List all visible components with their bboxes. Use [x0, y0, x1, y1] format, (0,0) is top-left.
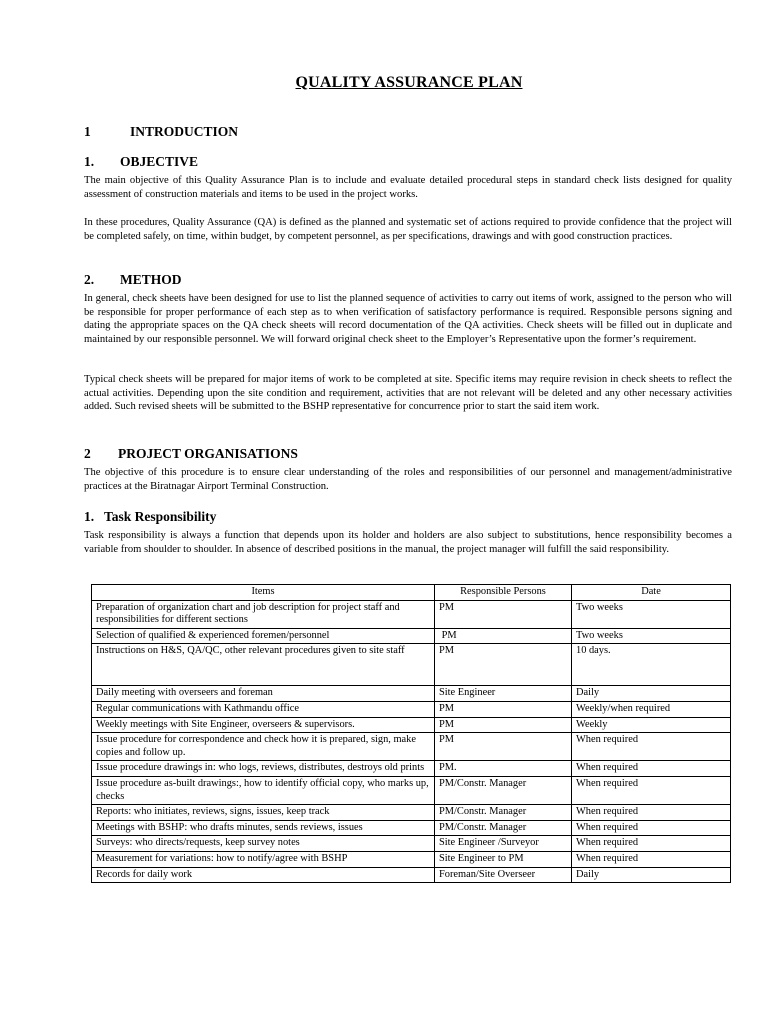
date-cell: Two weeks: [572, 628, 731, 644]
table-row: [92, 717, 731, 733]
table-row: [92, 644, 731, 686]
section-2-number: 2: [84, 446, 91, 461]
date-cell: When required: [572, 805, 731, 821]
item-cell: Issue procedure as-built drawings:, how to identify official copy, who marks up, checks: [92, 776, 435, 804]
item-cell: Daily meeting with overseers and foreman: [92, 686, 435, 702]
objective-paragraph-2: In these procedures, Quality Assurance (QA) is defined as the planned and systematic set of actions required to provide confidence that the project will be completed safely, on time, within budget, by competent personnel, as per specifications, drawings and with good construction practices.: [84, 217, 732, 242]
item-cell: Instructions on H&S, QA/QC, other relevant procedures given to site staff: [92, 644, 435, 686]
item-cell: Meetings with BSHP: who drafts minutes, sends reviews, issues: [92, 820, 435, 836]
table-row: [92, 820, 731, 836]
method-heading: [84, 272, 182, 288]
table-row: [92, 805, 731, 821]
table-row: [92, 776, 731, 804]
task-title: Task Responsibility: [104, 509, 217, 524]
task-responsibility-table: [91, 584, 731, 883]
table-row: [92, 836, 731, 852]
section-2-heading: [84, 446, 298, 462]
responsible-cell: Site Engineer to PM: [435, 851, 572, 867]
item-cell: Surveys: who directs/requests, keep survey notes: [92, 836, 435, 852]
method-paragraph-2: Typical check sheets will be prepared for major items of work to be completed at site. Specific items may require revision in check sheets to reflect the actual activities. Depending upon the site condition and requirement, activities that are not relevant will be deleted and any other necessary activities added. Such revised sheets will be submitted to the BSHP representative for concurrence prior to start the said item work.: [84, 374, 732, 413]
item-cell: Issue procedure drawings in: who logs, reviews, distributes, destroys old prints: [92, 761, 435, 777]
task-paragraph: Task responsibility is always a function that depends upon its holder and holders are also subject to substitutions, hence responsibility becomes a variable from shoulder to shoulder. In absence of described positions in the manual, the project manager will fulfill the said responsibility.: [84, 530, 732, 555]
date-cell: When required: [572, 733, 731, 761]
table-row: [92, 733, 731, 761]
item-cell: Reports: who initiates, reviews, signs, issues, keep track: [92, 805, 435, 821]
item-cell: Preparation of organization chart and job description for project staff and responsibilities for different sections: [92, 600, 435, 628]
date-cell: When required: [572, 761, 731, 777]
section-1-title: INTRODUCTION: [130, 124, 239, 139]
date-cell: Weekly: [572, 717, 731, 733]
table-row: [92, 851, 731, 867]
responsible-cell: PM: [435, 733, 572, 761]
table-row: [92, 686, 731, 702]
responsible-cell: PM: [435, 644, 572, 686]
responsible-cell: PM/Constr. Manager: [435, 820, 572, 836]
column-header-items: Items: [92, 585, 435, 601]
table-row: [92, 761, 731, 777]
table-header-row: [92, 585, 731, 601]
task-number: 1.: [84, 509, 95, 524]
responsible-cell: PM: [435, 628, 572, 644]
section-1-number: 1: [84, 124, 91, 139]
responsible-cell: Site Engineer /Surveyor: [435, 836, 572, 852]
objective-number: 1.: [84, 154, 95, 169]
date-cell: 10 days.: [572, 644, 731, 686]
date-cell: Daily: [572, 867, 731, 883]
item-cell: Measurement for variations: how to notify/agree with BSHP: [92, 851, 435, 867]
responsible-cell: PM.: [435, 761, 572, 777]
objective-title: OBJECTIVE: [120, 154, 199, 169]
responsible-cell: PM: [435, 717, 572, 733]
item-cell: Records for daily work: [92, 867, 435, 883]
method-paragraph-1: In general, check sheets have been designed for use to list the planned sequence of activities to carry out items of work, assigned to the person who will be responsible for proper performance of each step as to when verification of satisfactory performance is required. Responsible persons signing and dating the appropriate spaces on the QA check sheets will record documentation of the QA activities. Check sheets will be filled out in duplicate and maintained by our responsible personnel. We will forward original check sheet to the Employer’s Representative upon the former’s requirement.: [84, 293, 732, 345]
table-row: [92, 600, 731, 628]
column-header-date: Date: [572, 585, 731, 601]
date-cell: When required: [572, 776, 731, 804]
date-cell: Daily: [572, 686, 731, 702]
date-cell: Two weeks: [572, 600, 731, 628]
document-title: QUALITY ASSURANCE PLAN: [295, 74, 523, 91]
date-cell: Weekly/when required: [572, 701, 731, 717]
section-2-paragraph: The objective of this procedure is to ensure clear understanding of the roles and responsibilities of our personnel and management/administrative practices at the Biratnagar Airport Terminal Construction.: [84, 467, 732, 492]
item-cell: Issue procedure for correspondence and check how it is prepared, sign, make copies and follow up.: [92, 733, 435, 761]
date-cell: When required: [572, 820, 731, 836]
responsible-cell: PM/Constr. Manager: [435, 776, 572, 804]
item-cell: Weekly meetings with Site Engineer, overseers & supervisors.: [92, 717, 435, 733]
responsible-cell: PM/Constr. Manager: [435, 805, 572, 821]
objective-paragraph-1: The main objective of this Quality Assurance Plan is to include and evaluate detailed procedural steps in standard check lists designed for quality assessment of construction materials and items to be used in the project works.: [84, 175, 732, 200]
table-row: [92, 867, 731, 883]
date-cell: When required: [572, 851, 731, 867]
table-row: [92, 701, 731, 717]
section-2-title: PROJECT ORGANISATIONS: [118, 446, 298, 461]
task-heading: [84, 509, 216, 525]
column-header-responsible-persons: Responsible Persons: [435, 585, 572, 601]
table-row: [92, 628, 731, 644]
responsible-cell: Site Engineer: [435, 686, 572, 702]
responsible-cell: PM: [435, 600, 572, 628]
method-number: 2.: [84, 272, 95, 287]
responsible-cell: PM: [435, 701, 572, 717]
section-1-heading: [84, 124, 238, 140]
responsible-cell: Foreman/Site Overseer: [435, 867, 572, 883]
date-cell: When required: [572, 836, 731, 852]
item-cell: Regular communications with Kathmandu office: [92, 701, 435, 717]
method-title: METHOD: [120, 272, 182, 287]
item-cell: Selection of qualified & experienced foremen/personnel: [92, 628, 435, 644]
objective-heading: [84, 154, 198, 170]
